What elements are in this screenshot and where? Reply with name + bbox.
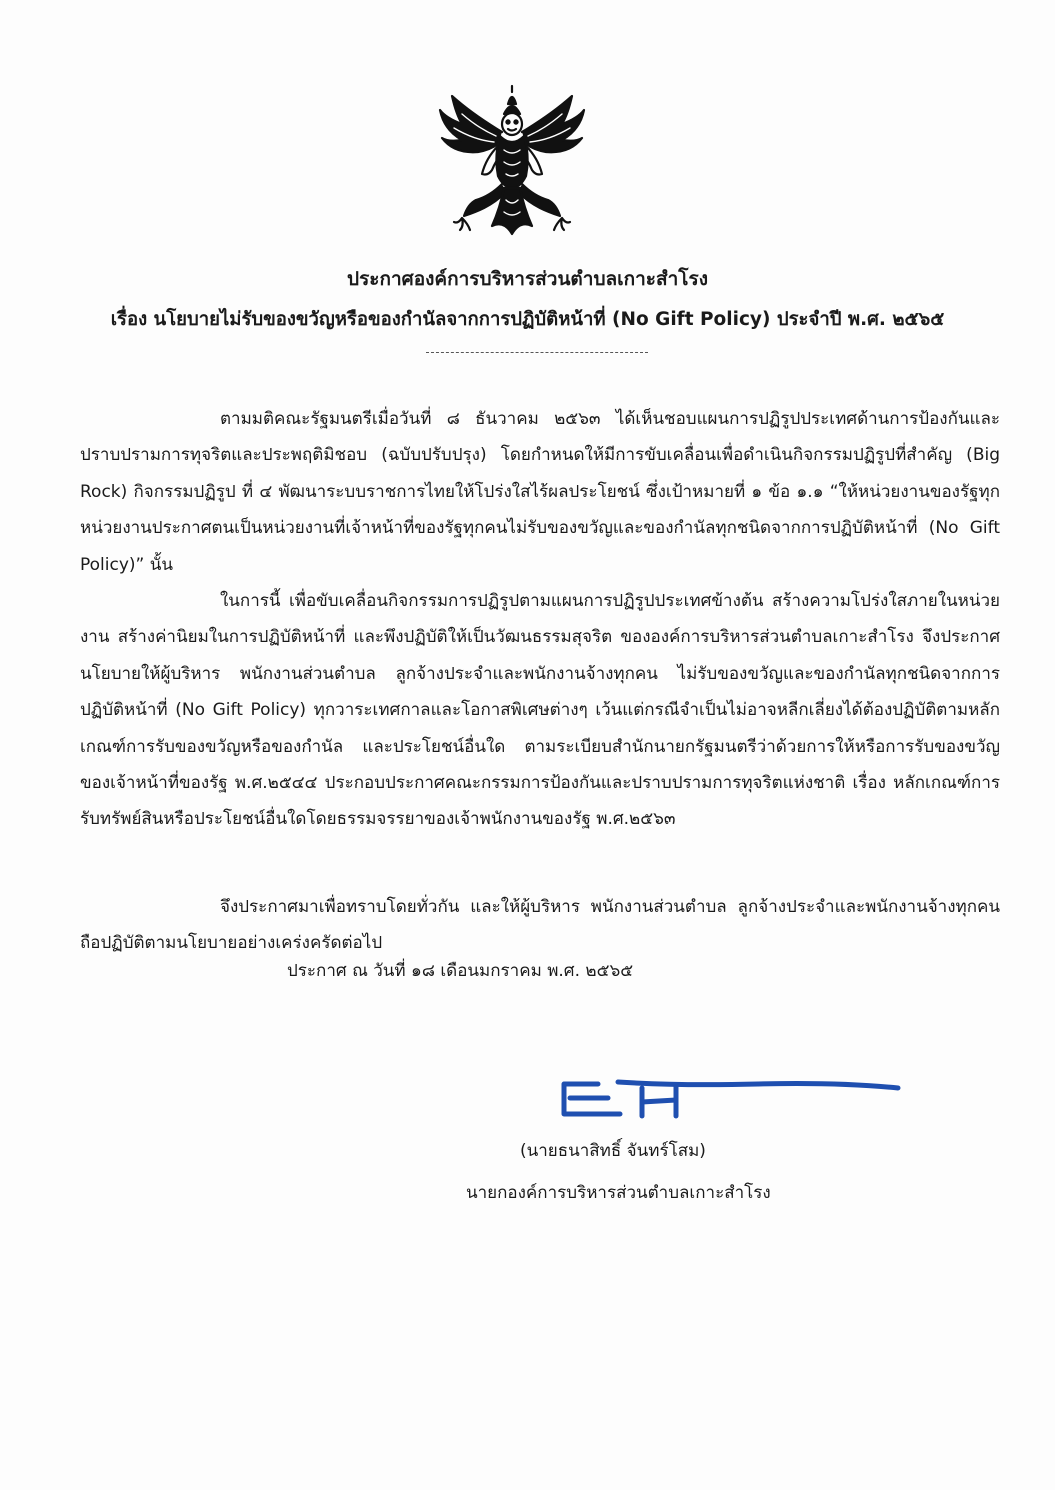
handwritten-signature bbox=[558, 1066, 908, 1126]
announcement-date: ประกาศ ณ วันที่ ๑๘ เดือนมกราคม พ.ศ. ๒๕๖๕ bbox=[287, 961, 634, 981]
announcement-title: ประกาศองค์การบริหารส่วนตำบลเกาะสำโรง bbox=[347, 268, 708, 290]
body-paragraph-3: จึงประกาศมาเพื่อทราบโดยทั่วกัน และให้ผู้บริหาร พนักงานส่วนตำบล ลูกจ้างประจำและพนักงานจ้างทุกคน ถือปฏิบัติตามนโยบายอย่างเคร่งครัดต่อไป bbox=[80, 897, 1000, 954]
signer-position: นายกองค์การบริหารส่วนตำบลเกาะสำโรง bbox=[466, 1183, 771, 1203]
announcement-subject: เรื่อง นโยบายไม่รับของขวัญหรือของกำนัลจากการปฏิบัติหน้าที่ (No Gift Policy) ประจำปี พ.ศ. ๒๕๖๕ bbox=[110, 309, 945, 330]
body-paragraph-1: ตามมติคณะรัฐมนตรีเมื่อวันที่ ๘ ธันวาคม ๒๕๖๓ ได้เห็นชอบแผนการปฏิรูปประเทศด้านการป้องกันและปราบปรามการทุจริตและประพฤติมิชอบ (ฉบับปรับปรุง) โดยกำหนดให้มีการขับเคลื่อนเพื่อดำเนินกิจกรรมปฏิรูปที่สำคัญ (Big Rock) กิจกรรมปฏิรูป ที่ ๔ พัฒนาระบบราชการไทยให้โปร่งใสไร้ผลประโยชน์ ซึ่งเป้าหมายที่ ๑ ข้อ ๑.๑ “ให้หน่วยงานของรัฐทุกหน่วยงานประกาศตนเป็นหน่วยงานที่เจ้าหน้าที่ของรัฐทุกคนไม่รับของขวัญและของกำนัลทุกชนิดจากการปฏิบัติหน้าที่ (No Gift Policy)” นั้น bbox=[80, 409, 1000, 575]
signer-name: (นายธนาสิทธิ์ จันทร์โสม) bbox=[520, 1141, 706, 1161]
garuda-emblem-icon bbox=[432, 84, 592, 244]
body-paragraph-2: ในการนี้ เพื่อขับเคลื่อนกิจกรรมการปฏิรูปตามแผนการปฏิรูปประเทศข้างต้น สร้างความโปร่งใสภายในหน่วยงาน สร้างค่านิยมในการปฏิบัติหน้าที่ และพึงปฏิบัติให้เป็นวัฒนธรรมสุจริต ขององค์การบริหารส่วนตำบลเกาะสำโรง จึงประกาศนโยบายให้ผู้บริหาร พนักงานส่วนตำบล ลูกจ้างประจำและพนักงานจ้างทุกคน ไม่รับของขวัญและของกำนัลทุกชนิดจากการปฏิบัติหน้าที่ (No Gift Policy) ทุกวาระเทศกาลและโอกาสพิเศษต่างๆ เว้นแต่กรณีจำเป็นไม่อาจหลีกเลี่ยงได้ต้องปฏิบัติตามหลักเกณฑ์การรับของขวัญหรือของกำนัล และประโยชน์อื่นใด ตามระเบียบสำนักนายกรัฐมนตรีว่าด้วยการให้หรือการรับของขวัญของเจ้าหน้าที่ของรัฐ พ.ศ.๒๕๔๔ ประกอบประกาศคณะกรรมการป้องกันและปราบปรามการทุจริตแห่งชาติ เรื่อง หลักเกณฑ์การรับทรัพย์สินหรือประโยชน์อื่นใดโดยธรรมจรรยาของเจ้าพนักงานของรัฐ พ.ศ.๒๕๖๓ bbox=[80, 591, 1000, 830]
title-separator bbox=[426, 352, 648, 353]
